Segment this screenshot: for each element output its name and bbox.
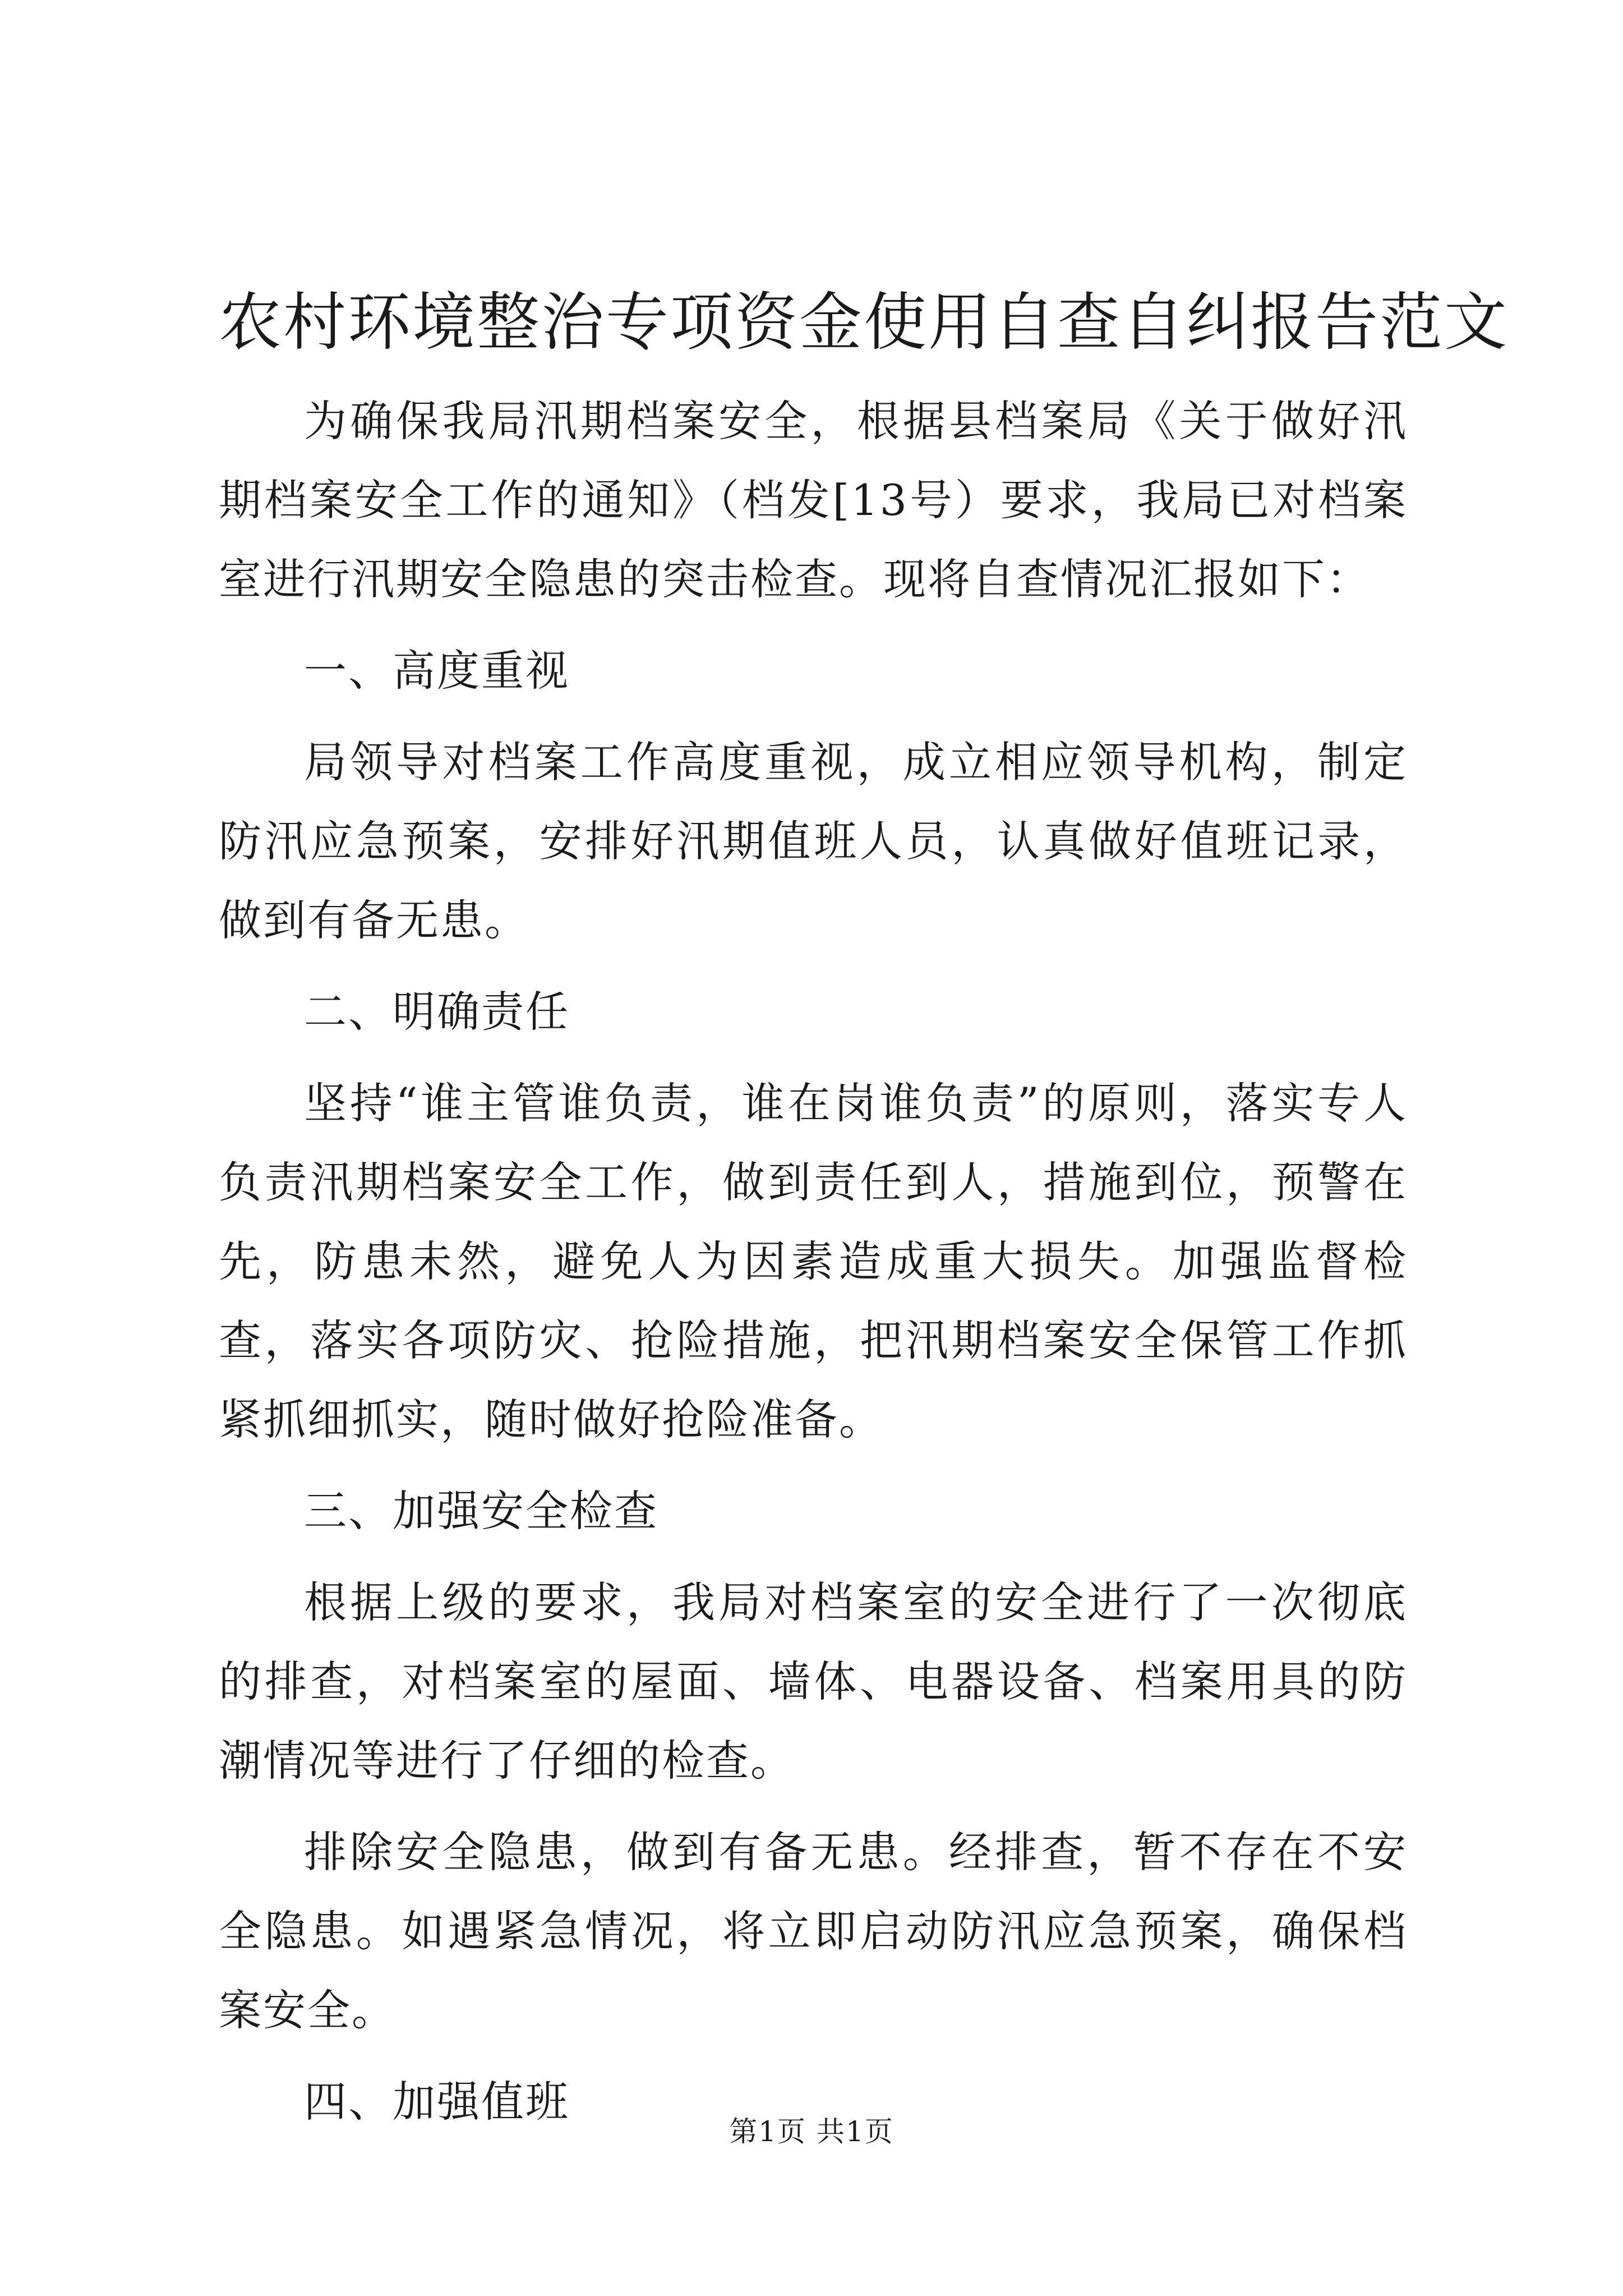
spacer xyxy=(219,619,1408,631)
section-heading-2: 二、明确责任 xyxy=(304,987,570,1037)
spacer xyxy=(219,1800,1408,1812)
section-1-paragraph: 局领导对档案工作高度重视，成立相应领导机构，制定防汛应急预案，安排好汛期值班人员，认真做好值班记录，做到有备无患。 xyxy=(219,737,1408,945)
section-3-paragraph-2: 排除安全隐患，做到有备无患。经排查，暂不存在不安全隐患。如遇紧急情况，将立即启动防汛应急预案，确保档案安全。 xyxy=(219,1827,1408,2035)
spacer xyxy=(219,960,1408,972)
page-footer: 第1页 共1页 xyxy=(729,2115,894,2148)
spacer xyxy=(219,2050,1408,2062)
document-title: 农村环境整治专项资金使用自查自纠报告范文 xyxy=(219,286,1509,359)
spacer xyxy=(219,1051,1408,1064)
spacer xyxy=(219,1459,1408,1471)
document-body xyxy=(219,381,1408,2141)
section-heading-1: 一、高度重视 xyxy=(304,646,570,696)
section-heading-3: 三、加强安全检查 xyxy=(304,1486,658,1536)
section-heading-4: 四、加强值班 xyxy=(304,2077,570,2127)
spacer xyxy=(219,710,1408,723)
section-3-paragraph-1: 根据上级的要求，我局对档案室的安全进行了一次彻底的排查，对档案室的屋面、墙体、电器设备、档案用具的防潮情况等进行了仔细的检查。 xyxy=(219,1577,1408,1786)
intro-paragraph: 为确保我局汛期档案安全，根据县档案局《关于做好汛期档案安全工作的通知》（档发[13号）要求，我局已对档案室进行汛期安全隐患的突击检查。现将自查情况汇报如下： xyxy=(219,396,1408,604)
spacer xyxy=(219,1550,1408,1563)
section-2-paragraph: 坚持“谁主管谁负责，谁在岗谁负责”的原则，落实专人负责汛期档案安全工作，做到责任到人，措施到位，预警在先，防患未然，避免人为因素造成重大损失。加强监督检查，落实各项防灾、抢险措施，把汛期档案安全保管工作抓紧抓细抓实，随时做好抢险准备。 xyxy=(219,1078,1408,1444)
